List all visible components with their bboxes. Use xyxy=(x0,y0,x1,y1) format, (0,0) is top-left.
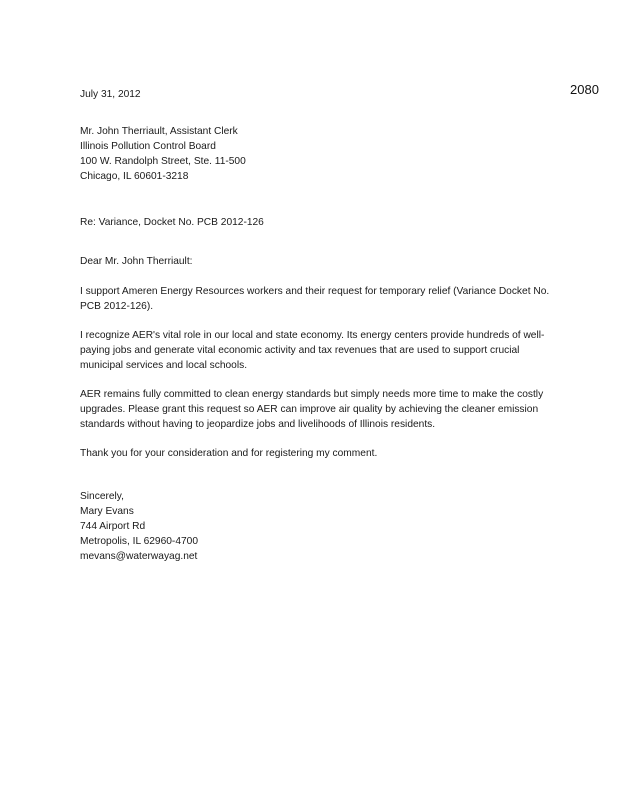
body-paragraph: I support Ameren Energy Resources workers and their request for temporary relief (Variance Docket No. PCB 2012-126). xyxy=(80,286,550,312)
sender-email: mevans@waterwayag.net xyxy=(80,551,198,562)
salutation: Dear Mr. John Therriault: xyxy=(80,256,193,267)
body-paragraph: Thank you for your consideration and for registering my comment. xyxy=(80,448,378,459)
page-number: 2080 xyxy=(570,82,599,97)
re-line: Re: Variance, Docket No. PCB 2012-126 xyxy=(80,217,264,228)
recipient-line: 100 W. Randolph Street, Ste. 11-500 xyxy=(80,156,246,167)
recipient-line: Illinois Pollution Control Board xyxy=(80,141,216,152)
recipient-line: Chicago, IL 60601-3218 xyxy=(80,171,189,182)
letter-date: July 31, 2012 xyxy=(80,89,141,100)
sender-city: Metropolis, IL 62960-4700 xyxy=(80,536,198,547)
body-paragraph: AER remains fully committed to clean energy standards but simply needs more time to make the costly upgrades. Please grant this request so AER can improve air quality by achieving the cleaner emission standards without having to jeopardize jobs and livelihoods of Illinois residents. xyxy=(80,389,544,430)
signature-block xyxy=(80,489,560,564)
sender-name: Mary Evans xyxy=(80,506,134,517)
closing: Sincerely, xyxy=(80,491,124,502)
letter-body xyxy=(80,87,560,564)
recipient-address xyxy=(80,124,560,184)
sender-street: 744 Airport Rd xyxy=(80,521,146,532)
body-paragraph: I recognize AER's vital role in our local and state economy. Its energy centers provide hundreds of well-paying jobs and generate vital economic activity and tax revenues that are used to support crucial municipal services and local schools. xyxy=(80,330,545,371)
recipient-line: Mr. John Therriault, Assistant Clerk xyxy=(80,126,238,137)
